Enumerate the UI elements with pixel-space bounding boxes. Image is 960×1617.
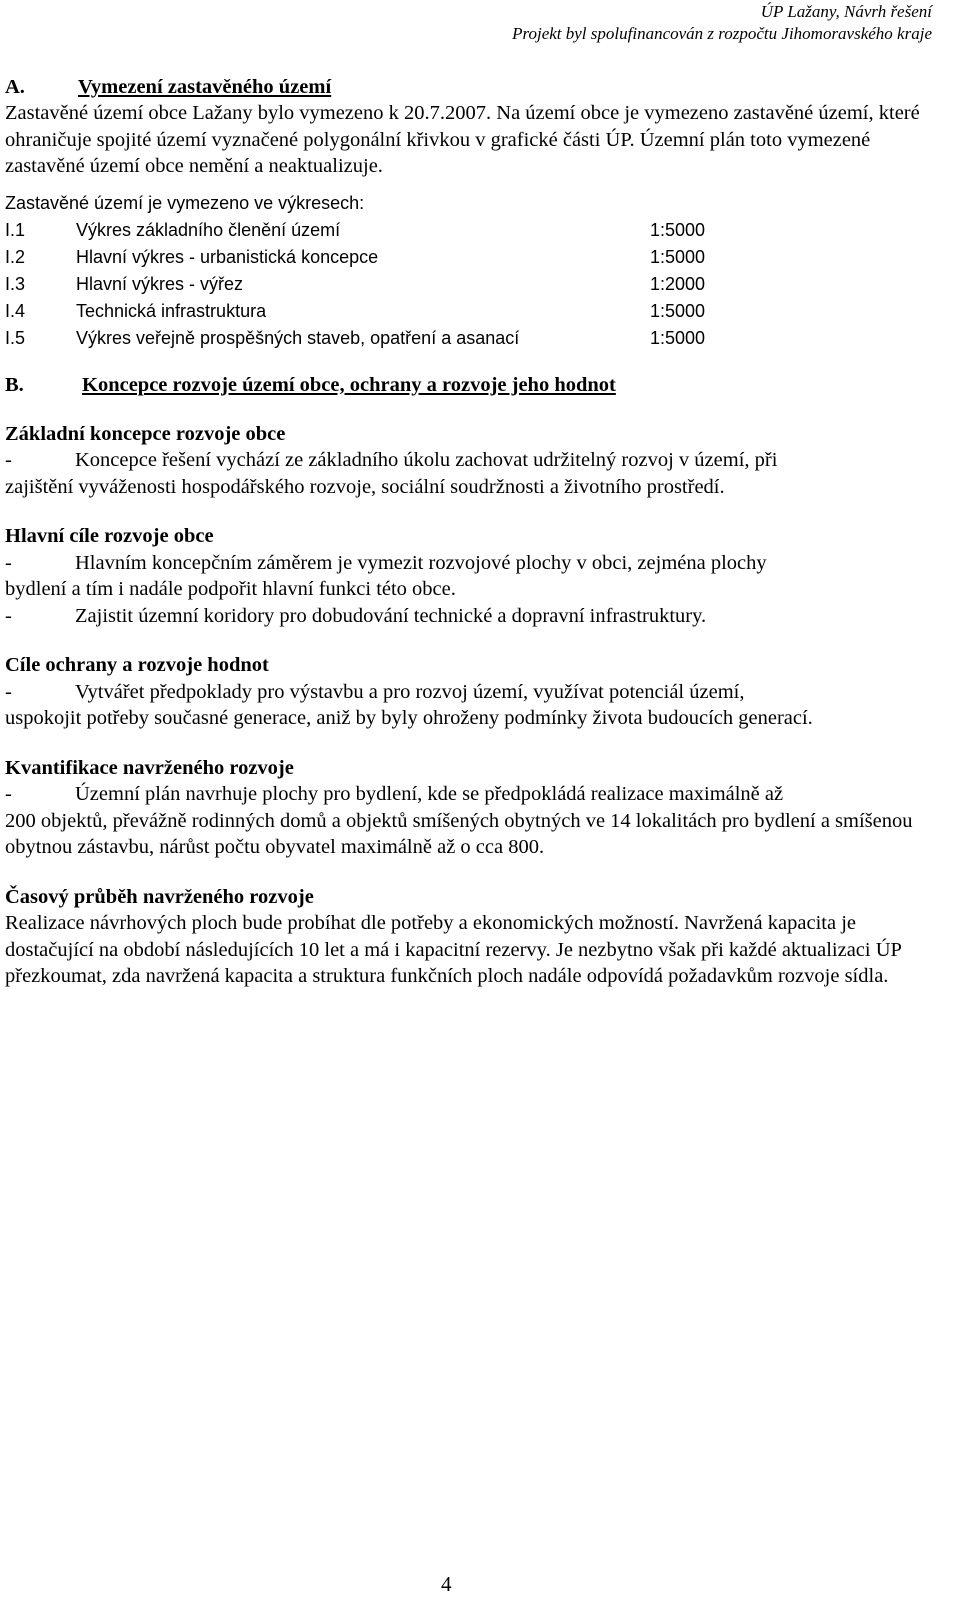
dash-bullet: - (5, 604, 12, 627)
drawing-row (5, 271, 935, 298)
dash-bullet: - (5, 783, 12, 805)
drawing-code: I.3 (5, 273, 26, 294)
document-body (5, 74, 935, 990)
document-header (512, 1, 932, 45)
section-a-letter: A. (5, 76, 25, 98)
section-b-title: Koncepce rozvoje území obce, ochrany a rozvoje jeho hodnot (82, 373, 616, 396)
quantification-heading: Kvantifikace navrženého rozvoje (5, 756, 294, 779)
drawing-scale: 1:2000 (650, 273, 706, 294)
dash-bullet: - (5, 680, 12, 703)
drawing-code: I.4 (5, 300, 26, 321)
drawing-scale: 1:5000 (650, 246, 706, 267)
drawing-scale: 1:5000 (650, 300, 706, 321)
timeline-paragraph: Realizace návrhových ploch bude probíhat dle potřeby a ekonomických možností. Navržená kapacita je dostačující na období následujících 10 let a má i kapacitní rezervy. Je nezbytno však při každé aktualizaci ÚP přezkoumat, zda navržená kapacita a struktura funkčních ploch nadále odpovídá požadavkům rozvoje sídla. (5, 912, 902, 987)
drawing-scale: 1:5000 (650, 219, 706, 240)
quantification-text-first: Územní plán navrhuje plochy pro bydlení, kde se předpokládá realizace maximálně až (75, 783, 784, 805)
drawing-row (5, 244, 935, 271)
drawing-name: Hlavní výkres - urbanistická koncepce (76, 246, 379, 267)
drawing-name: Výkres veřejně prospěšných staveb, opatření a asanací (76, 327, 520, 348)
drawing-code: I.2 (5, 246, 26, 267)
dash-bullet: - (5, 551, 12, 574)
basic-concept-item (5, 447, 935, 500)
header-funding-note: Projekt byl spolufinancován z rozpočtu Jihomoravského kraje (512, 24, 932, 43)
drawing-scale: 1:5000 (650, 327, 706, 348)
main-goals-text-rest: bydlení a tím i nadále podpořit hlavní funkci této obce. (5, 578, 456, 600)
quantification-text-rest: 200 objektů, převážně rodinných domů a objektů smíšených obytných ve 14 lokalitách pro bydlení a smíšenou obytnou zástavbu, nárůst počtu obyvatel maximálně až o cca 800. (5, 809, 913, 858)
drawing-name: Technická infrastruktura (76, 300, 267, 321)
drawing-code: I.1 (5, 219, 26, 240)
drawing-name: Výkres základního členění území (76, 219, 341, 240)
section-a-title: Vymezení zastavěného území (78, 76, 332, 98)
basic-concept-text-rest: zajištění vyváženosti hospodářského rozvoje, sociální soudržnosti a životního prostředí. (5, 475, 725, 498)
drawing-code: I.5 (5, 327, 26, 348)
timeline-heading: Časový průběh navrženého rozvoje (5, 885, 314, 908)
section-a-heading (5, 74, 935, 100)
page-number: 4 (441, 1572, 452, 1596)
main-goals-item-2 (5, 603, 935, 630)
drawings-intro: Zastavěné území je vymezeno ve výkresech: (5, 192, 365, 213)
drawings-table (5, 217, 935, 352)
protection-goals-heading: Cíle ochrany a rozvoje hodnot (5, 654, 269, 676)
protection-goals-text-rest: uspokojit potřeby současné generace, aniž by byly ohroženy podmínky života budoucích generací. (5, 707, 813, 729)
main-goals-item-1 (5, 550, 935, 603)
dash-bullet: - (5, 449, 12, 471)
section-b-heading (5, 372, 935, 398)
main-goals-text-2: Zajistit územní koridory pro dobudování technické a dopravní infrastruktury. (75, 604, 707, 627)
drawing-row (5, 298, 935, 325)
protection-goals-item (5, 679, 935, 732)
drawing-row (5, 325, 935, 352)
section-b-letter: B. (5, 373, 24, 396)
protection-goals-text-first: Vytvářet předpoklady pro výstavbu a pro rozvoj území, využívat potenciál území, (75, 680, 745, 703)
drawing-name: Hlavní výkres - výřez (76, 273, 244, 294)
section-a-paragraph: Zastavěné území obce Lažany bylo vymezeno k 20.7.2007. Na území obce je vymezeno zastavěné území, které ohraničuje spojité území vyznačené polygonální křivkou v grafické části ÚP. Územní plán toto vymezené zastavěné území obce nemění a neaktualizuje. (5, 102, 920, 177)
basic-concept-heading: Základní koncepce rozvoje obce (5, 422, 286, 445)
main-goals-text-first: Hlavním koncepčním záměrem je vymezit rozvojové plochy v obci, zejména plochy (75, 551, 767, 574)
header-title: ÚP Lažany, Návrh řešení (760, 2, 932, 21)
quantification-item (5, 781, 935, 861)
drawing-row (5, 217, 935, 244)
main-goals-heading: Hlavní cíle rozvoje obce (5, 525, 214, 547)
basic-concept-text-first: Koncepce řešení vychází ze základního úkolu zachovat udržitelný rozvoj v území, při (75, 449, 778, 471)
